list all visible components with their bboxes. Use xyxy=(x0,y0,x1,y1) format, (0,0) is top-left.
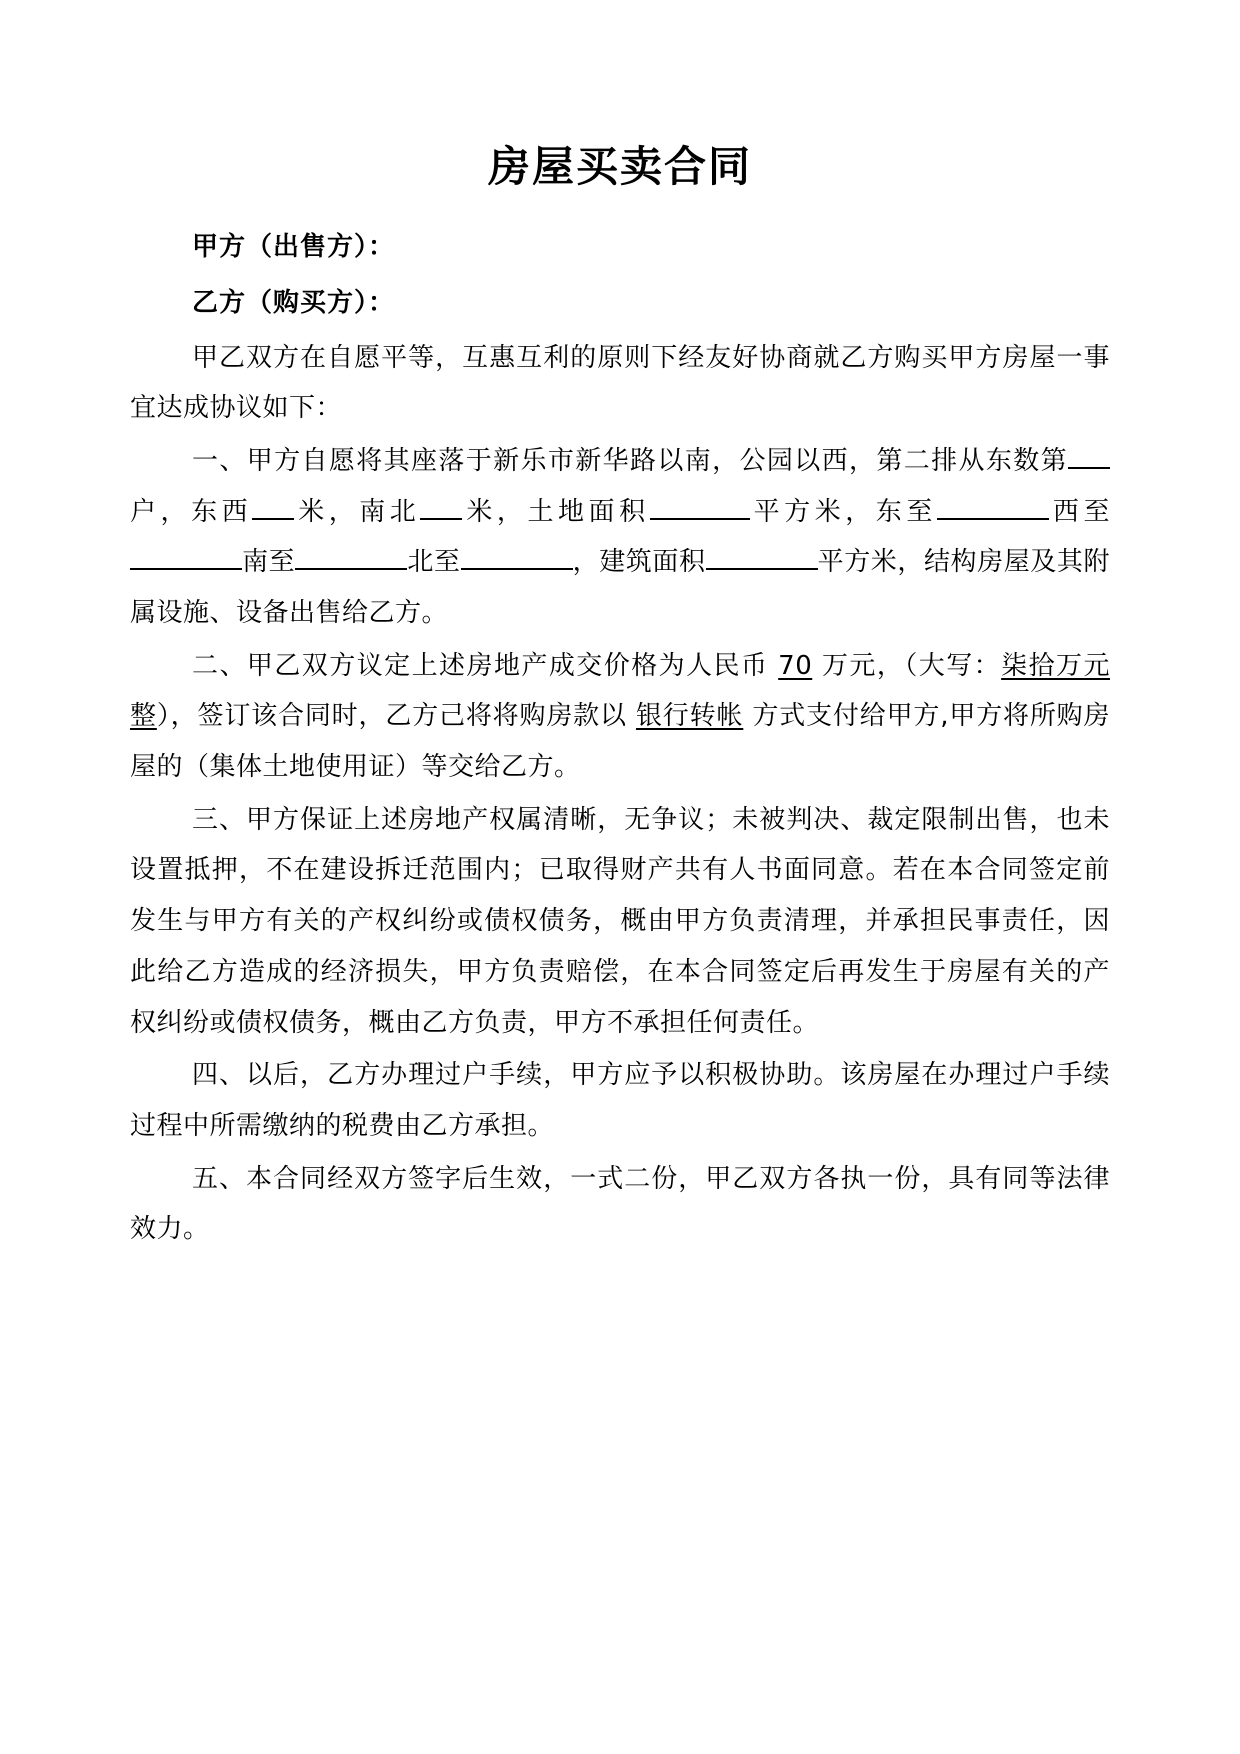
blank-north-south xyxy=(420,518,462,520)
clause-5-text: 本合同经双方签字后生效，一式二份，甲乙双方各执一份，具有同等法律效力。 xyxy=(130,1163,1110,1245)
clause-1-seg-7: 南至 xyxy=(242,547,296,578)
blank-east-boundary xyxy=(937,518,1049,520)
clause-2-text-1: 甲乙双方议定上述房地产成交价格为人民币 xyxy=(246,650,769,681)
clause-1-seg-9: ，建筑面积 xyxy=(572,547,706,578)
blank-land-area xyxy=(650,518,750,520)
payment-method: 银行转帐 xyxy=(635,701,744,732)
clause-3-number: 三、 xyxy=(192,804,247,835)
clause-4 xyxy=(130,1050,1110,1151)
clause-1-seg-6: 西至 xyxy=(1048,496,1110,527)
price-number: 70 xyxy=(778,650,813,681)
blank-north-boundary xyxy=(461,568,573,570)
party-a-label: 甲方（出售方）： xyxy=(192,231,396,262)
clause-1-number: 一、 xyxy=(192,445,247,476)
clause-1-seg-10: 平方米，结构房屋及其附属设施、设备出售给乙方。 xyxy=(130,547,1110,629)
price-in-words: 柒拾万元整 xyxy=(130,650,1110,732)
clause-1-seg-4: 米，土地面积 xyxy=(462,496,650,527)
clause-2 xyxy=(130,641,1110,793)
clause-5-number: 五、 xyxy=(192,1163,247,1194)
clause-1-seg-2: 户，东西 xyxy=(130,496,253,527)
blank-west-boundary xyxy=(130,568,242,570)
blank-house-no xyxy=(1068,467,1110,469)
clause-1-seg-3: 米，南北 xyxy=(294,496,421,527)
clause-2-number: 二、 xyxy=(192,650,247,681)
clause-1-seg-5: 平方米，东至 xyxy=(749,496,937,527)
clause-1-seg-1: 甲方自愿将其座落于新乐市新华路以南，公园以西，第二排从东数第 xyxy=(246,445,1068,476)
clause-2-text-2: 万元，（大写： xyxy=(821,650,1002,681)
blank-building-area xyxy=(706,568,818,570)
clause-5 xyxy=(130,1154,1110,1255)
clause-1 xyxy=(130,436,1110,639)
intro-paragraph: 甲乙双方在自愿平等，互惠互利的原则下经友好协商就乙方购买甲方房屋一事宜达成协议如下： xyxy=(130,342,1110,424)
clause-3-text: 甲方保证上述房地产权属清晰，无争议；未被判决、裁定限制出售，也未设置抵押，不在建设拆迁范围内；已取得财产共有人书面同意。若在本合同签定前发生与甲方有关的产权纠纷或债权债务，概由甲方负责清理，并承担民事责任，因此给乙方造成的经济损失，甲方负责赔偿，在本合同签定后再发生于房屋有关的产权纠纷或债权债务，概由乙方负责，甲方不承担任何责任。 xyxy=(130,804,1110,1038)
clause-3 xyxy=(130,795,1110,1048)
blank-south-boundary xyxy=(295,568,407,570)
clause-1-seg-8: 北至 xyxy=(407,547,461,578)
page-title: 房屋买卖合同 xyxy=(487,142,752,191)
clause-4-number: 四、 xyxy=(192,1060,247,1091)
clause-2-text-4: 方式支付给甲方,甲方将所购房屋的（集体土地使用证）等交给乙方。 xyxy=(130,701,1111,783)
party-b-label: 乙方（购买方）： xyxy=(192,287,396,318)
clause-4-text: 以后，乙方办理过户手续，甲方应予以积极协助。该房屋在办理过户手续过程中所需缴纳的税费由乙方承担。 xyxy=(130,1060,1110,1141)
blank-east-west xyxy=(252,518,294,520)
clause-2-text-3: ），签订该合同时，乙方己将将购房款以 xyxy=(156,701,627,732)
